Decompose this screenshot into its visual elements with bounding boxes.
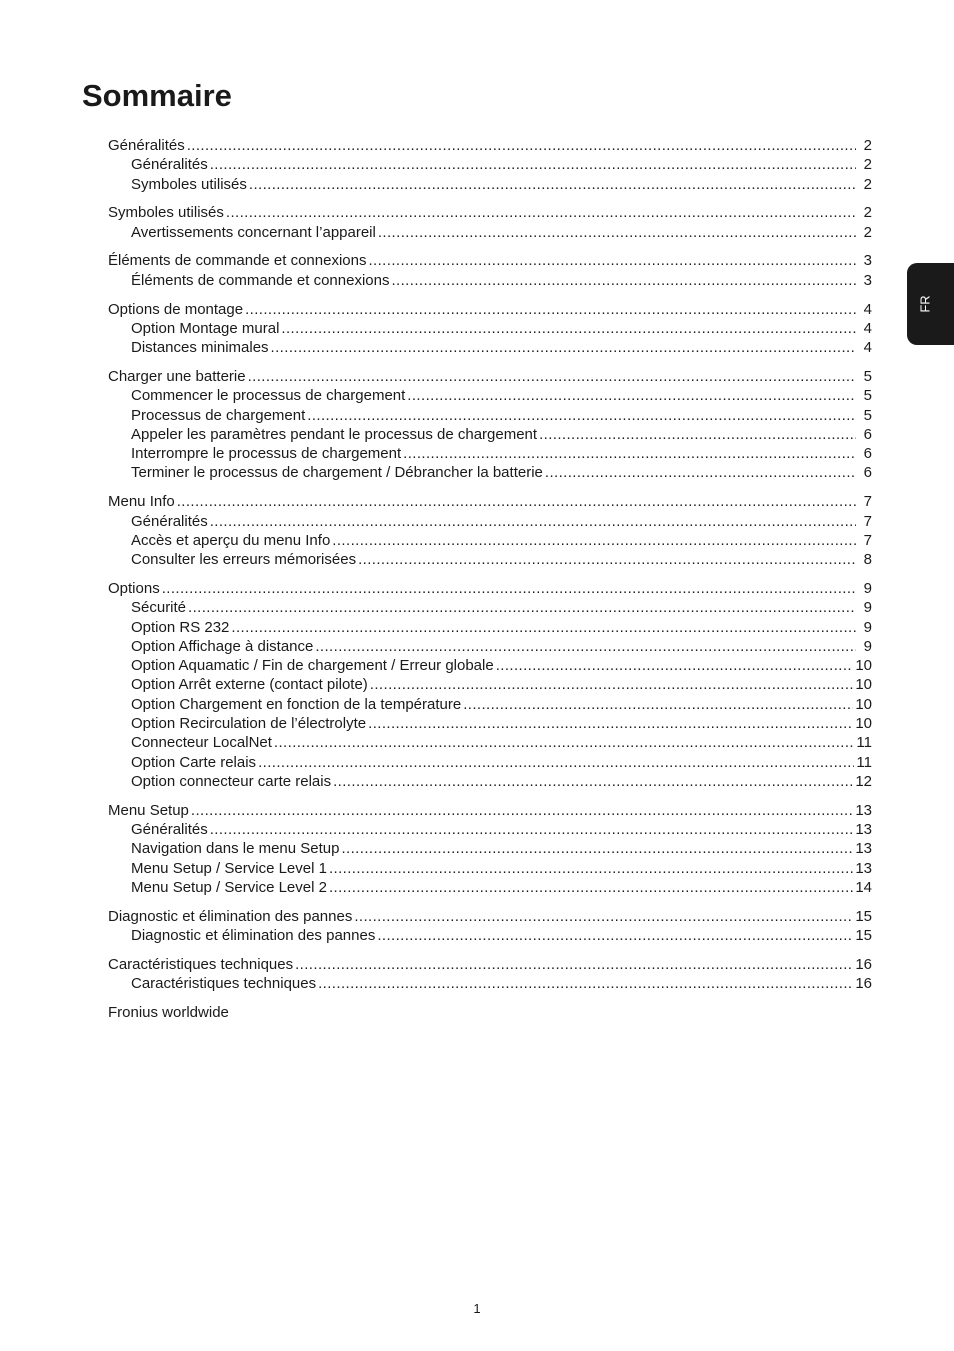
toc-subentry[interactable]	[108, 675, 872, 694]
toc-subentry[interactable]	[108, 820, 872, 839]
toc-page-number: 11	[856, 753, 872, 771]
toc-page-number: 2	[863, 156, 872, 174]
toc-page-number: 9	[863, 579, 872, 597]
toc-page-number: 10	[855, 695, 872, 713]
toc-entry-title: Appeler les paramètres pendant le processus de chargement	[131, 425, 538, 443]
toc-subentry[interactable]	[108, 974, 872, 993]
toc-page-number: 7	[863, 512, 872, 530]
dot-leader	[245, 300, 856, 319]
dot-leader	[258, 753, 854, 772]
toc-subentry[interactable]	[108, 155, 872, 174]
toc-page-number: 15	[855, 926, 872, 944]
toc-subentry[interactable]	[108, 733, 872, 752]
toc-subentry[interactable]	[108, 598, 872, 617]
dot-leader	[358, 550, 856, 569]
toc-page-number: 3	[863, 252, 872, 270]
toc-page-number: 9	[863, 599, 872, 617]
toc-final-entry[interactable]: Fronius worldwide	[108, 1003, 229, 1021]
toc-section	[108, 907, 872, 946]
toc-page-number: 5	[863, 406, 872, 424]
toc-subentry[interactable]	[108, 859, 872, 878]
toc-subentry[interactable]	[108, 753, 872, 772]
dot-leader	[274, 733, 855, 752]
dot-leader	[463, 695, 853, 714]
toc-entry-title: Option Affichage à distance	[131, 637, 314, 655]
toc-section	[108, 579, 872, 791]
toc-entry-title: Menu Setup / Service Level 2	[131, 878, 327, 896]
toc-entry-title: Avertissements concernant l’appareil	[131, 223, 376, 241]
toc-entry[interactable]	[108, 955, 872, 974]
toc-entry-title: Généralités	[131, 156, 208, 174]
dot-leader	[545, 463, 856, 482]
dot-leader	[231, 618, 856, 637]
toc-section	[108, 801, 872, 897]
dot-leader	[403, 444, 856, 463]
toc-entry-title: Options	[108, 579, 160, 597]
language-tab-label: FR	[917, 295, 933, 313]
toc-page-number: 16	[855, 955, 872, 973]
toc-entry-title: Généralités	[131, 512, 208, 530]
toc-entry-title: Menu Setup	[108, 801, 189, 819]
dot-leader	[191, 801, 853, 820]
toc-entry-title: Connecteur LocalNet	[131, 734, 272, 752]
toc-entry[interactable]	[108, 251, 872, 270]
toc-entry-title: Généralités	[108, 137, 185, 154]
toc-page-number: 3	[863, 271, 872, 289]
toc-subentry[interactable]	[108, 926, 872, 945]
toc-entry-title: Diagnostic et élimination des pannes	[131, 926, 376, 944]
page-number: 1	[473, 1301, 481, 1316]
toc-section	[108, 492, 872, 569]
toc-subentry[interactable]	[108, 338, 872, 357]
dot-leader	[333, 772, 853, 791]
dot-leader	[226, 203, 856, 222]
toc-entry[interactable]	[108, 492, 872, 511]
toc-page-number: 7	[863, 531, 872, 549]
toc-entry-title: Option Chargement en fonction de la température	[131, 695, 462, 713]
toc-page-number: 4	[863, 339, 872, 357]
toc-subentry[interactable]	[108, 406, 872, 425]
toc-section	[108, 300, 872, 358]
toc-entry-title: Commencer le processus de chargement	[131, 387, 406, 405]
toc-page-number: 10	[855, 715, 872, 733]
toc-subentry[interactable]	[108, 656, 872, 675]
toc-entry-title: Sécurité	[131, 599, 187, 617]
toc-page-number: 10	[855, 657, 872, 675]
dot-leader	[271, 338, 856, 357]
toc-subentry[interactable]	[108, 223, 872, 242]
toc-entry-title: Symboles utilisés	[108, 204, 224, 222]
dot-leader	[377, 926, 853, 945]
toc-entry-title: Option RS 232	[131, 618, 230, 636]
toc-subentry[interactable]	[108, 319, 872, 338]
dot-leader	[210, 512, 856, 531]
toc-page-number: 2	[863, 204, 872, 222]
toc-subentry[interactable]	[108, 425, 872, 444]
toc-subentry[interactable]	[108, 695, 872, 714]
toc-entry[interactable]	[108, 907, 872, 926]
toc-section	[108, 367, 872, 483]
dot-leader	[248, 367, 856, 386]
toc-page-number: 5	[863, 367, 872, 385]
toc-page-number: 15	[855, 907, 872, 925]
toc-subentry[interactable]	[108, 175, 872, 194]
toc-entry-title: Navigation dans le menu Setup	[131, 840, 340, 858]
dot-leader	[315, 637, 856, 656]
toc-subentry[interactable]	[108, 512, 872, 531]
toc-entry-title: Interrompre le processus de chargement	[131, 445, 402, 463]
toc-entry[interactable]	[108, 367, 872, 386]
toc-page-number: 6	[863, 445, 872, 463]
toc-entry-title: Symboles utilisés	[131, 175, 247, 193]
toc-page-number: 12	[855, 772, 872, 790]
dot-leader	[162, 579, 856, 598]
dot-leader	[496, 656, 854, 675]
toc-entry-title: Processus de chargement	[131, 406, 306, 424]
dot-leader	[341, 839, 853, 858]
dot-leader	[329, 878, 853, 897]
toc-entry[interactable]	[108, 579, 872, 598]
dot-leader	[187, 136, 856, 155]
language-tab	[907, 263, 954, 345]
toc-entry-title: Option Recirculation de l’électrolyte	[131, 715, 367, 733]
toc-entry-title: Diagnostic et élimination des pannes	[108, 907, 353, 925]
toc-section	[108, 203, 872, 242]
toc-page-number: 2	[863, 137, 872, 154]
toc-subentry[interactable]	[108, 772, 872, 791]
dot-leader	[329, 859, 853, 878]
toc-subentry[interactable]	[108, 714, 872, 733]
toc-entry-title: Options de montage	[108, 300, 244, 318]
toc-entry-title: Option Arrêt externe (contact pilote)	[131, 676, 368, 694]
dot-leader	[188, 598, 856, 617]
dot-leader	[368, 251, 856, 270]
toc-entry-title: Option Aquamatic / Fin de chargement / Erreur globale	[131, 657, 494, 675]
toc-page-number: 13	[855, 821, 872, 838]
toc-page-number: 6	[863, 464, 872, 482]
dot-leader	[281, 319, 856, 338]
toc-page-number: 14	[855, 878, 872, 896]
dot-leader	[391, 271, 856, 290]
toc-page-number: 13	[855, 859, 872, 877]
dot-leader	[177, 492, 856, 511]
dot-leader	[368, 714, 853, 733]
toc-subentry[interactable]	[108, 618, 872, 637]
dot-leader	[370, 675, 854, 694]
toc-page-number: 8	[863, 551, 872, 569]
toc-subentry[interactable]	[108, 271, 872, 290]
toc-page-number: 10	[855, 676, 872, 694]
toc-entry[interactable]	[108, 203, 872, 222]
toc-page-number: 4	[863, 300, 872, 318]
toc-page-number: 16	[855, 975, 872, 993]
toc-page-number: 13	[855, 801, 872, 819]
toc-entry-title: Distances minimales	[131, 339, 269, 357]
toc-page-number: 4	[863, 319, 872, 337]
table-of-contents	[108, 136, 872, 1022]
toc-entry-title: Terminer le processus de chargement / Débrancher la batterie	[131, 464, 543, 482]
dot-leader	[378, 223, 856, 242]
toc-page-number: 13	[855, 840, 872, 858]
page-title: Sommaire	[82, 78, 232, 113]
toc-entry-title: Menu Setup / Service Level 1	[131, 859, 327, 877]
toc-entry[interactable]	[108, 136, 872, 155]
toc-entry[interactable]	[108, 801, 872, 820]
toc-subentry[interactable]	[108, 550, 872, 569]
toc-page-number: 5	[863, 387, 872, 405]
toc-page-number: 9	[863, 618, 872, 636]
toc-section	[108, 955, 872, 994]
toc-subentry[interactable]	[108, 463, 872, 482]
dot-leader	[210, 155, 856, 174]
toc-subentry[interactable]	[108, 839, 872, 858]
dot-leader	[210, 820, 854, 839]
toc-entry-title: Charger une batterie	[108, 367, 246, 385]
toc-entry-title: Option Carte relais	[131, 753, 257, 771]
toc-subentry[interactable]	[108, 637, 872, 656]
toc-entry-title: Consulter les erreurs mémorisées	[131, 551, 357, 569]
dot-leader	[249, 175, 856, 194]
dot-leader	[318, 974, 853, 993]
toc-entry-title: Généralités	[131, 821, 208, 838]
toc-entry-title: Option Montage mural	[131, 319, 280, 337]
toc-page-number: 7	[863, 493, 872, 511]
dot-leader	[354, 907, 853, 926]
toc-entry-title: Menu Info	[108, 493, 175, 511]
toc-section	[108, 136, 872, 194]
toc-entry-title: Éléments de commande et connexions	[131, 271, 390, 289]
toc-section	[108, 251, 872, 290]
toc-page-number: 6	[863, 425, 872, 443]
toc-entry-title: Caractéristiques techniques	[131, 975, 317, 993]
dot-leader	[407, 386, 856, 405]
toc-entry-title: Option connecteur carte relais	[131, 772, 332, 790]
toc-subentry[interactable]	[108, 386, 872, 405]
toc-subentry[interactable]	[108, 531, 872, 550]
toc-entry-title: Caractéristiques techniques	[108, 955, 294, 973]
dot-leader	[295, 955, 853, 974]
dot-leader	[307, 406, 856, 425]
toc-page-number: 9	[863, 637, 872, 655]
toc-page-number: 2	[863, 223, 872, 241]
toc-subentry[interactable]	[108, 444, 872, 463]
toc-subentry[interactable]	[108, 878, 872, 897]
toc-entry-title: Éléments de commande et connexions	[108, 252, 367, 270]
dot-leader	[332, 531, 856, 550]
toc-entry-title: Accès et aperçu du menu Info	[131, 531, 331, 549]
toc-entry[interactable]	[108, 300, 872, 319]
toc-page-number: 11	[856, 734, 872, 752]
dot-leader	[539, 425, 856, 444]
toc-page-number: 2	[863, 175, 872, 193]
